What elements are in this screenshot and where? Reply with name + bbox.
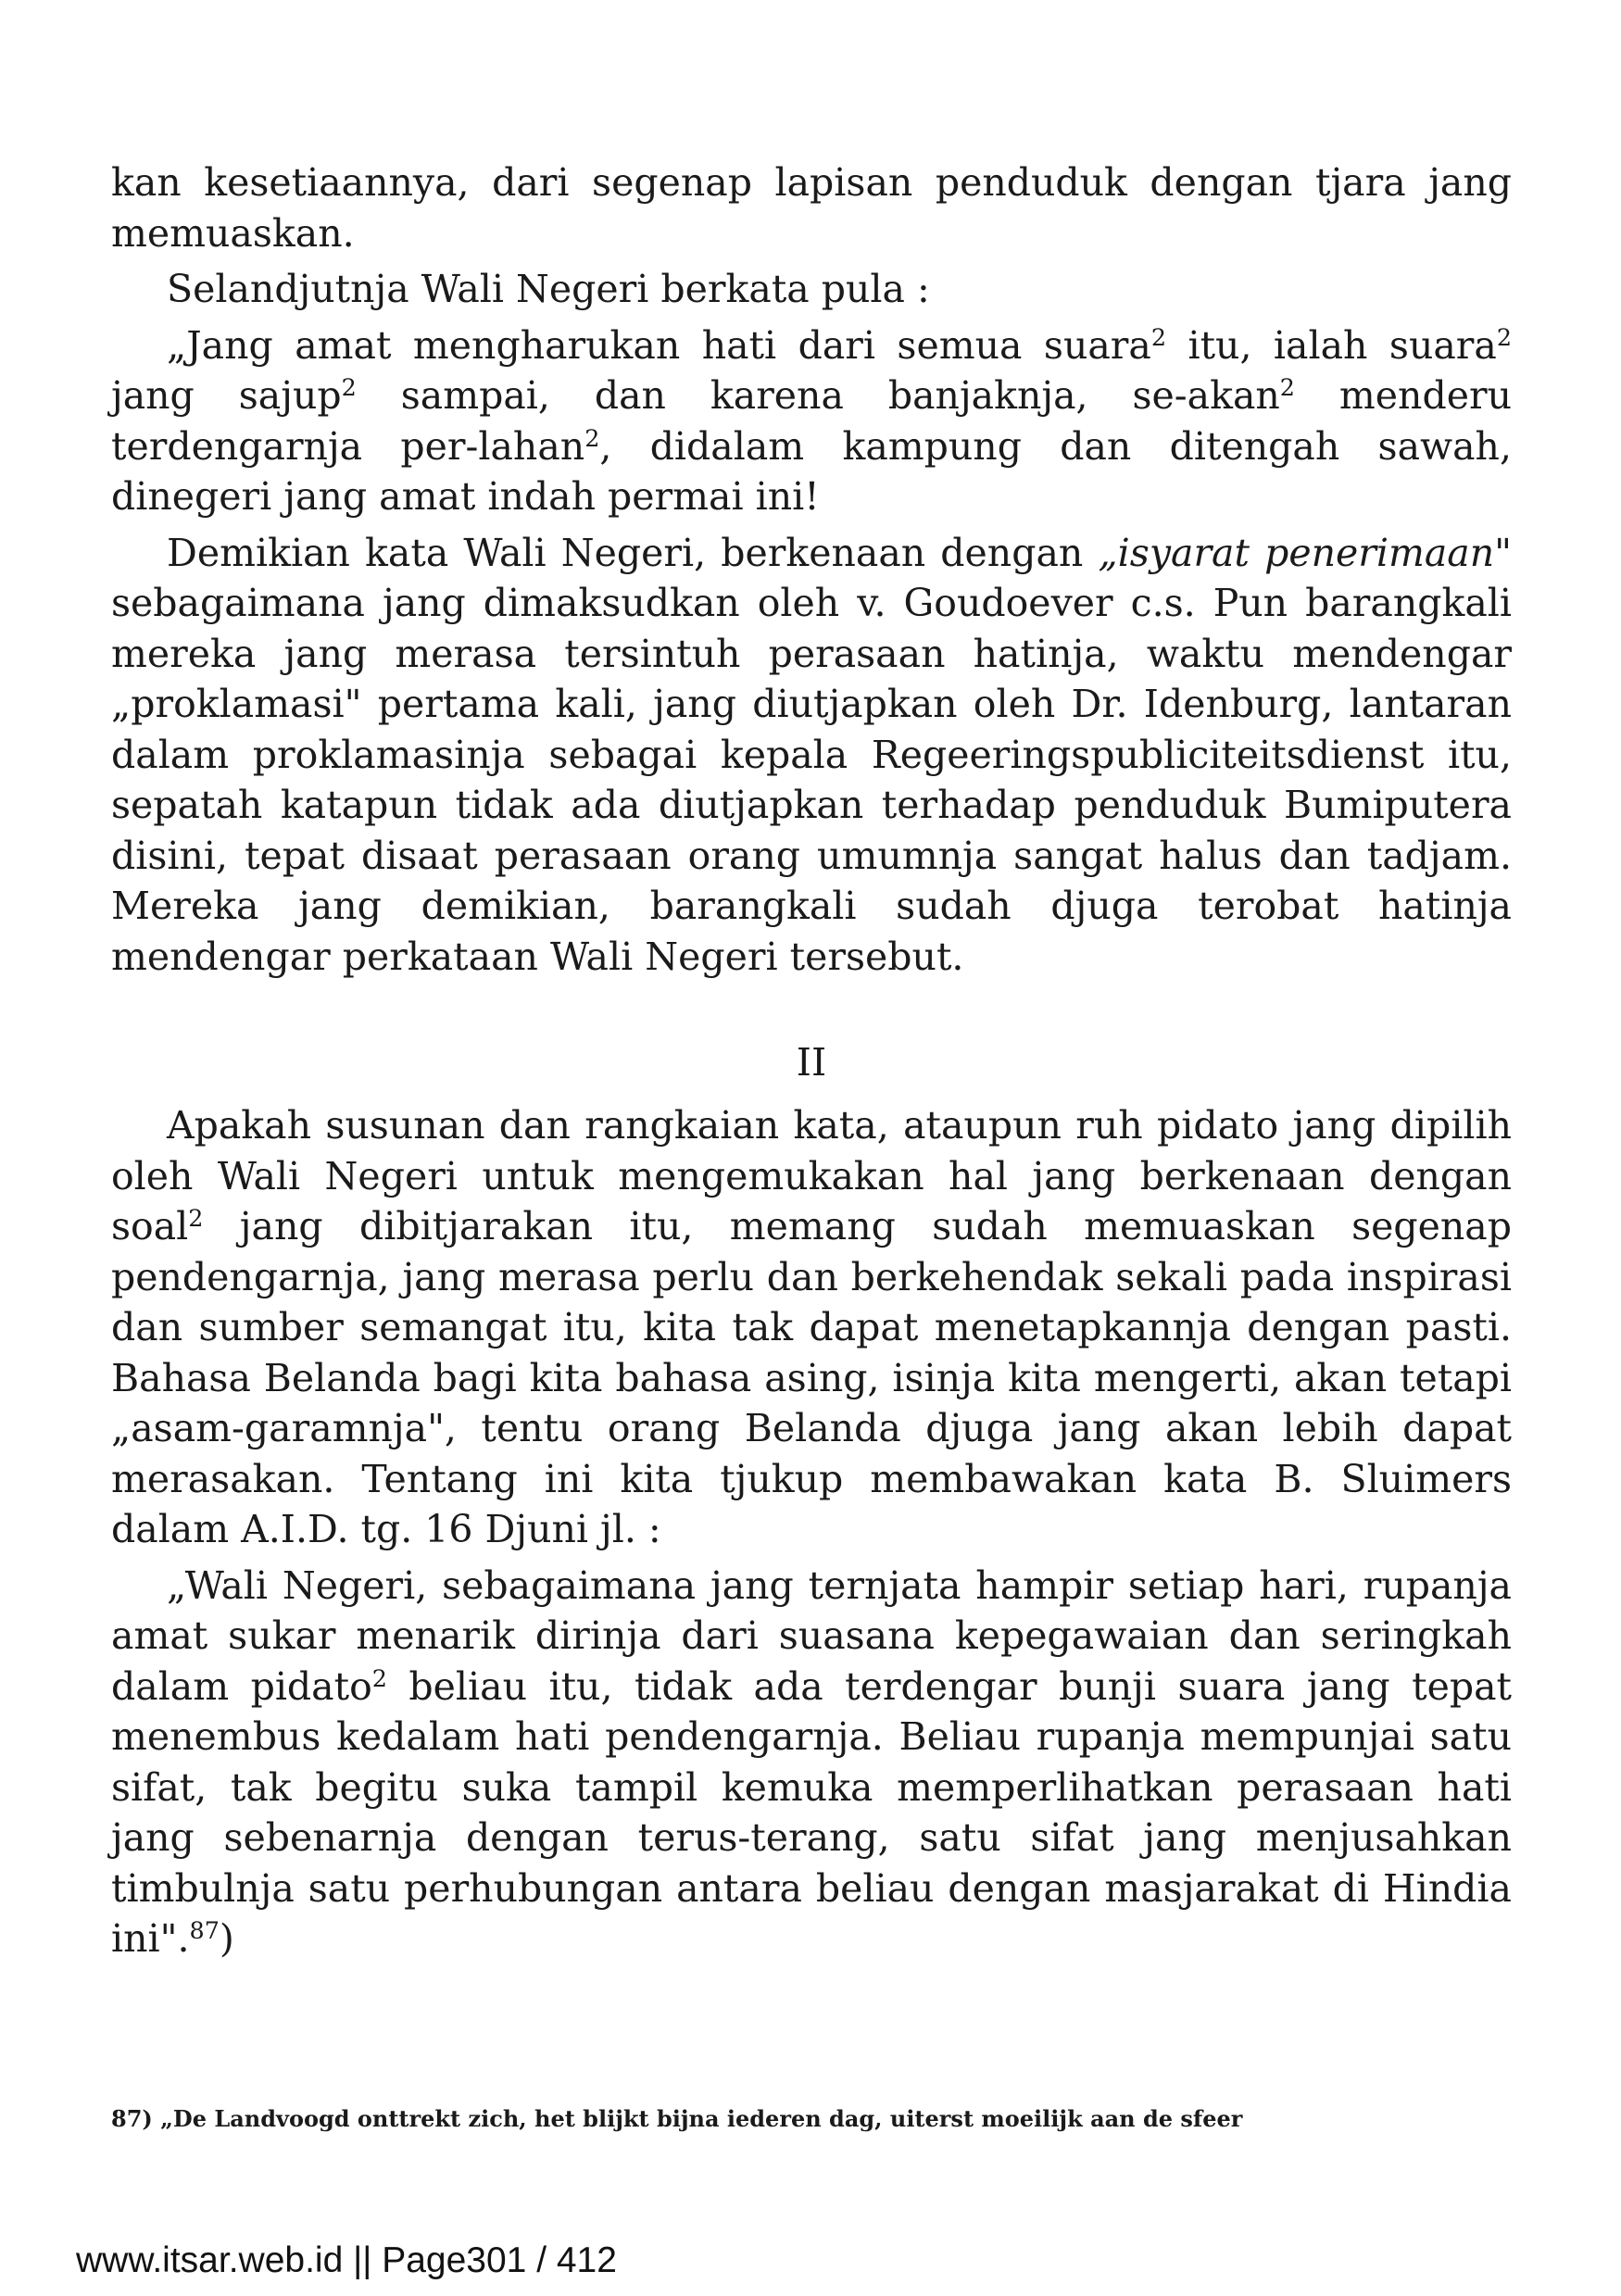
page-footer: www.itsar.web.id || Page301 / 412 [76, 2240, 617, 2280]
page-body [111, 157, 1512, 1970]
footnote-reference: 87 [189, 1916, 220, 1945]
paragraph-continuation: kan kesetiaannya, dari segenap lapisan penduduk dengan tjara jang memuaskan. [111, 160, 1512, 256]
paragraph-demikian: Demikian kata Wali Negeri, berkenaan dengan „isyarat penerimaan" sebagaimana jang dimaksudkan oleh v. Goudoever c.s. Pun barangkali mereka jang merasa tersintuh perasaan hatinja, waktu mendengar „proklamasi" pertama kali, jang diutjapkan oleh Dr. Idenburg, lantaran dalam proklamasinja sebagai kepala Regeeringspubliciteitsdienst itu, sepatah katapun tidak ada diutjapkan terhadap penduduk Bumiputera disini, tepat disaat perasaan orang umumnja sangat halus dan tadjam. Mereka jang demikian, barangkali sudah djuga terobat hatinja mendengar perkataan Wali Negeri tersebut. [111, 530, 1512, 979]
paragraph-quote-wali-negeri: „Jang amat mengharukan hati dari semua suara$^2$ itu, ialah suara$^2$ jang sajup$^2$ sampai, dan karena banjaknja, se-akan$^2$ menderu terdengarnja per-lahan$^2$, didalam kampung dan ditengah sawah, dinegeri jang amat indah permai ini! [111, 322, 1513, 519]
paragraph-quote-sluimers: „Wali Negeri, sebagaimana jang ternjata hampir setiap hari, rupanja amat sukar menarik dirinja dari suasana kepegawaian dan seringkah dalam pidato$^2$ beliau itu, tidak ada terdengar bunji suara jang tepat menembus kedalam hati pendengarnja. Beliau rupanja mempunjai satu sifat, tak begitu suka tampil kemuka memperlihatkan perasaan hati jang sebenarnja dengan terus-terang, satu sifat jang menjusahkan timbulnja satu perhubungan antara beliau dengan masjarakat di Hindia ini".$^{87}$) [111, 1562, 1512, 1961]
footnote: 87) „De Landvoogd onttrekt zich, het blijkt bijna iederen dag, uiterst moeilijk aan de sfeer [111, 2105, 1243, 2132]
paragraph-intro-quote: Selandjutnja Wali Negeri berkata pula : [167, 267, 930, 311]
section-heading: II [796, 1040, 827, 1085]
paragraph-apakah: Apakah susunan dan rangkaian kata, ataupun ruh pidato jang dipilih oleh Wali Negeri untuk mengemukakan hal jang berkenaan dengan soal$^2$ jang dibitjarakan itu, memang sudah memuaskan segenap pendengarnja, jang merasa perlu dan berkehendak sekali pada inspirasi dan sumber semangat itu, kita tak dapat menetapkannja dengan pasti. Bahasa Belanda bagi kita bahasa asing, isinja kita mengerti, akan tetapi „asam-garamnja", tentu orang Belanda djuga jang akan lebih dapat merasakan. Tentang ini kita tjukup membawakan kata B. Sluimers dalam A.I.D. tg. 16 Djuni jl. : [111, 1103, 1512, 1551]
